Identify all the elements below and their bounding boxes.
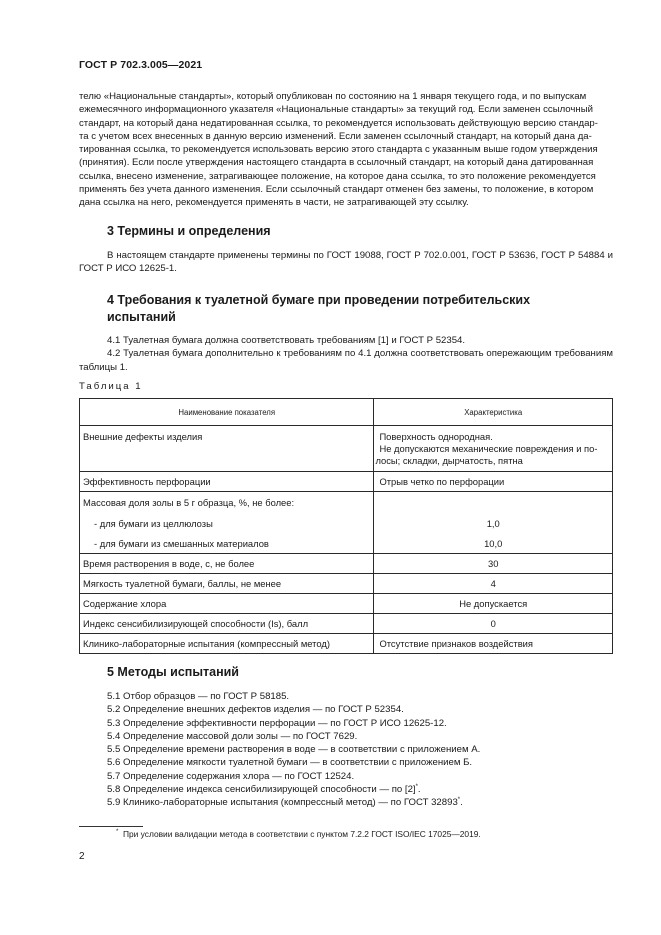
section-4-paragraph-1: 4.1 Туалетная бумага должна соответствовать требованиям [1] и ГОСТ Р 52354. (107, 335, 466, 346)
row-value: Отрыв четко по перфорации (374, 472, 613, 492)
table-row (80, 426, 613, 472)
method-item (107, 796, 613, 809)
method-item: 5.5 Определение времени растворения в воде — в соответствии с приложением А. (107, 744, 481, 756)
intro-paragraph (79, 90, 613, 210)
page-number: 2 (79, 851, 85, 862)
table-row (80, 492, 613, 514)
intro-line: тированная ссылка, то рекомендуется использовать версию этого стандарта с указанным выше годом утверждения (79, 144, 598, 156)
table-row (80, 594, 613, 614)
footnote-marker[interactable]: * (457, 797, 461, 804)
method-item: 5.3 Определение эффективности перфорации — по ГОСТ Р ИСО 12625-12. (107, 717, 447, 729)
table-row (80, 634, 613, 654)
footnote-marker[interactable]: * (415, 784, 418, 791)
method-item-period: . (460, 797, 463, 809)
method-item-text: 5.8 Определение индекса сенсибилизирующей способности — по [2] (107, 784, 416, 796)
footnote-separator (79, 826, 143, 827)
method-item (107, 783, 613, 796)
section-3-paragraph: В настоящем стандарте применены термины по ГОСТ 19088, ГОСТ Р 702.0.001, ГОСТ Р 53636, ГОСТ Р 54884 и ГОСТ Р ИСО 12625-1. (79, 250, 613, 275)
row-name: Индекс сенсибилизирующей способности (Is), балл (80, 614, 374, 634)
table-header-row (80, 399, 613, 426)
intro-line: дана ссылка на него, рекомендуется применять в части, не затрагивающей эту ссылку. (79, 197, 469, 209)
table-row (80, 554, 613, 574)
row-name: Массовая доля золы в 5 г образца, %, не более: (80, 492, 374, 514)
column-header-indicator: Наименование показателя (80, 399, 374, 426)
row-name: Мягкость туалетной бумаги, баллы, не менее (80, 574, 374, 594)
footnote-text: При условии валидации метода в соответствии с пунктом 7.2.2 ГОСТ ISO/IEC 17025—2019. (123, 829, 481, 839)
row-value-line: Поверхность однородная. (379, 431, 493, 442)
page-header-doc-code: ГОСТ Р 702.3.005—2021 (79, 59, 203, 71)
row-name: Эффективность перфорации (80, 472, 374, 492)
row-value: 1,0 (374, 514, 613, 534)
row-name: Внешние дефекты изделия (80, 426, 374, 472)
methods-list (107, 690, 613, 810)
table-row (80, 574, 613, 594)
intro-line: стандарт, на который дана недатированная ссылка, то рекомендуется использовать действующую версию стандар- (79, 117, 598, 129)
section-4-paragraph-2: 4.2 Туалетная бумага дополнительно к требованиям по 4.1 должна соответствовать опережающим требованиям таблицы 1. (79, 348, 613, 373)
row-value-empty (374, 492, 613, 514)
intro-line: применять без учета данного изменения. Если ссылочный стандарт отменен без замены, то положение, в котором (79, 184, 594, 196)
intro-line: та с учетом всех внесенных в данную версию изменений. Если заменен ссылочный стандарт, на который дана да- (79, 130, 592, 142)
table-row (80, 534, 613, 554)
row-value-line: Не допускаются механические повреждения и по- (379, 443, 598, 454)
method-item: 5.7 Определение содержания хлора — по ГОСТ 12524. (107, 770, 355, 782)
section-4-title-line-2: испытаний (107, 310, 176, 324)
table-row (80, 472, 613, 492)
footnote (116, 829, 481, 840)
table-row (80, 614, 613, 634)
section-4-title (107, 292, 613, 326)
row-name: Время растворения в воде, с, не более (80, 554, 374, 574)
row-value: Отсутствие признаков воздействия (374, 634, 613, 654)
section-3-title: 3 Термины и определения (107, 224, 271, 238)
row-name: - для бумаги из целлюлозы (80, 514, 374, 534)
method-item: 5.2 Определение внешних дефектов изделия — по ГОСТ Р 52354. (107, 704, 404, 716)
row-value-line: лосы; складки, дырчатость, пятна (375, 455, 523, 466)
section-3-text (79, 249, 613, 276)
section-4-text (79, 334, 613, 374)
row-name: - для бумаги из смешанных материалов (80, 534, 374, 554)
row-name: Содержание хлора (80, 594, 374, 614)
row-value: 4 (374, 574, 613, 594)
row-value: 10,0 (374, 534, 613, 554)
footnote-mark: * (116, 829, 119, 835)
column-header-characteristic: Характеристика (374, 399, 613, 426)
row-name: Клинико-лабораторные испытания (компрессный метод) (80, 634, 374, 654)
row-value: Не допускается (374, 594, 613, 614)
method-item-period: . (417, 784, 421, 796)
method-item: 5.1 Отбор образцов — по ГОСТ Р 58185. (107, 691, 290, 702)
table-1-caption: Таблица 1 (79, 381, 143, 392)
intro-line: ссылка, внесено изменение, затрагивающее положение, на которое дана ссылка, то это положение рекомендуется (79, 170, 596, 182)
method-item: 5.4 Определение массовой доли золы — по ГОСТ 7629. (107, 730, 358, 742)
row-value: 0 (374, 614, 613, 634)
section-4-title-line-1: 4 Требования к туалетной бумаге при проведении потребительских (107, 293, 531, 307)
intro-line: (принятия). Если после утверждения настоящего стандарта в ссылочный стандарт, на который дана датированная (79, 157, 594, 169)
intro-line: ежемесячного информационного указателя «Национальные стандарты» за текущий год. Если заменен ссылочный (79, 104, 593, 116)
row-value (374, 426, 613, 472)
requirements-table (79, 398, 613, 654)
table-row (80, 514, 613, 534)
intro-line: телю «Национальные стандарты», который опубликован по состоянию на 1 января текущего года, и по выпускам (79, 91, 587, 102)
method-item-text: 5.9 Клинико-лабораторные испытания (компрессный метод) — по ГОСТ 32893 (107, 797, 458, 809)
section-5-title: 5 Методы испытаний (107, 665, 239, 679)
method-item: 5.6 Определение мягкости туалетной бумаги — в соответствии с приложением Б. (107, 757, 473, 769)
row-value: 30 (374, 554, 613, 574)
